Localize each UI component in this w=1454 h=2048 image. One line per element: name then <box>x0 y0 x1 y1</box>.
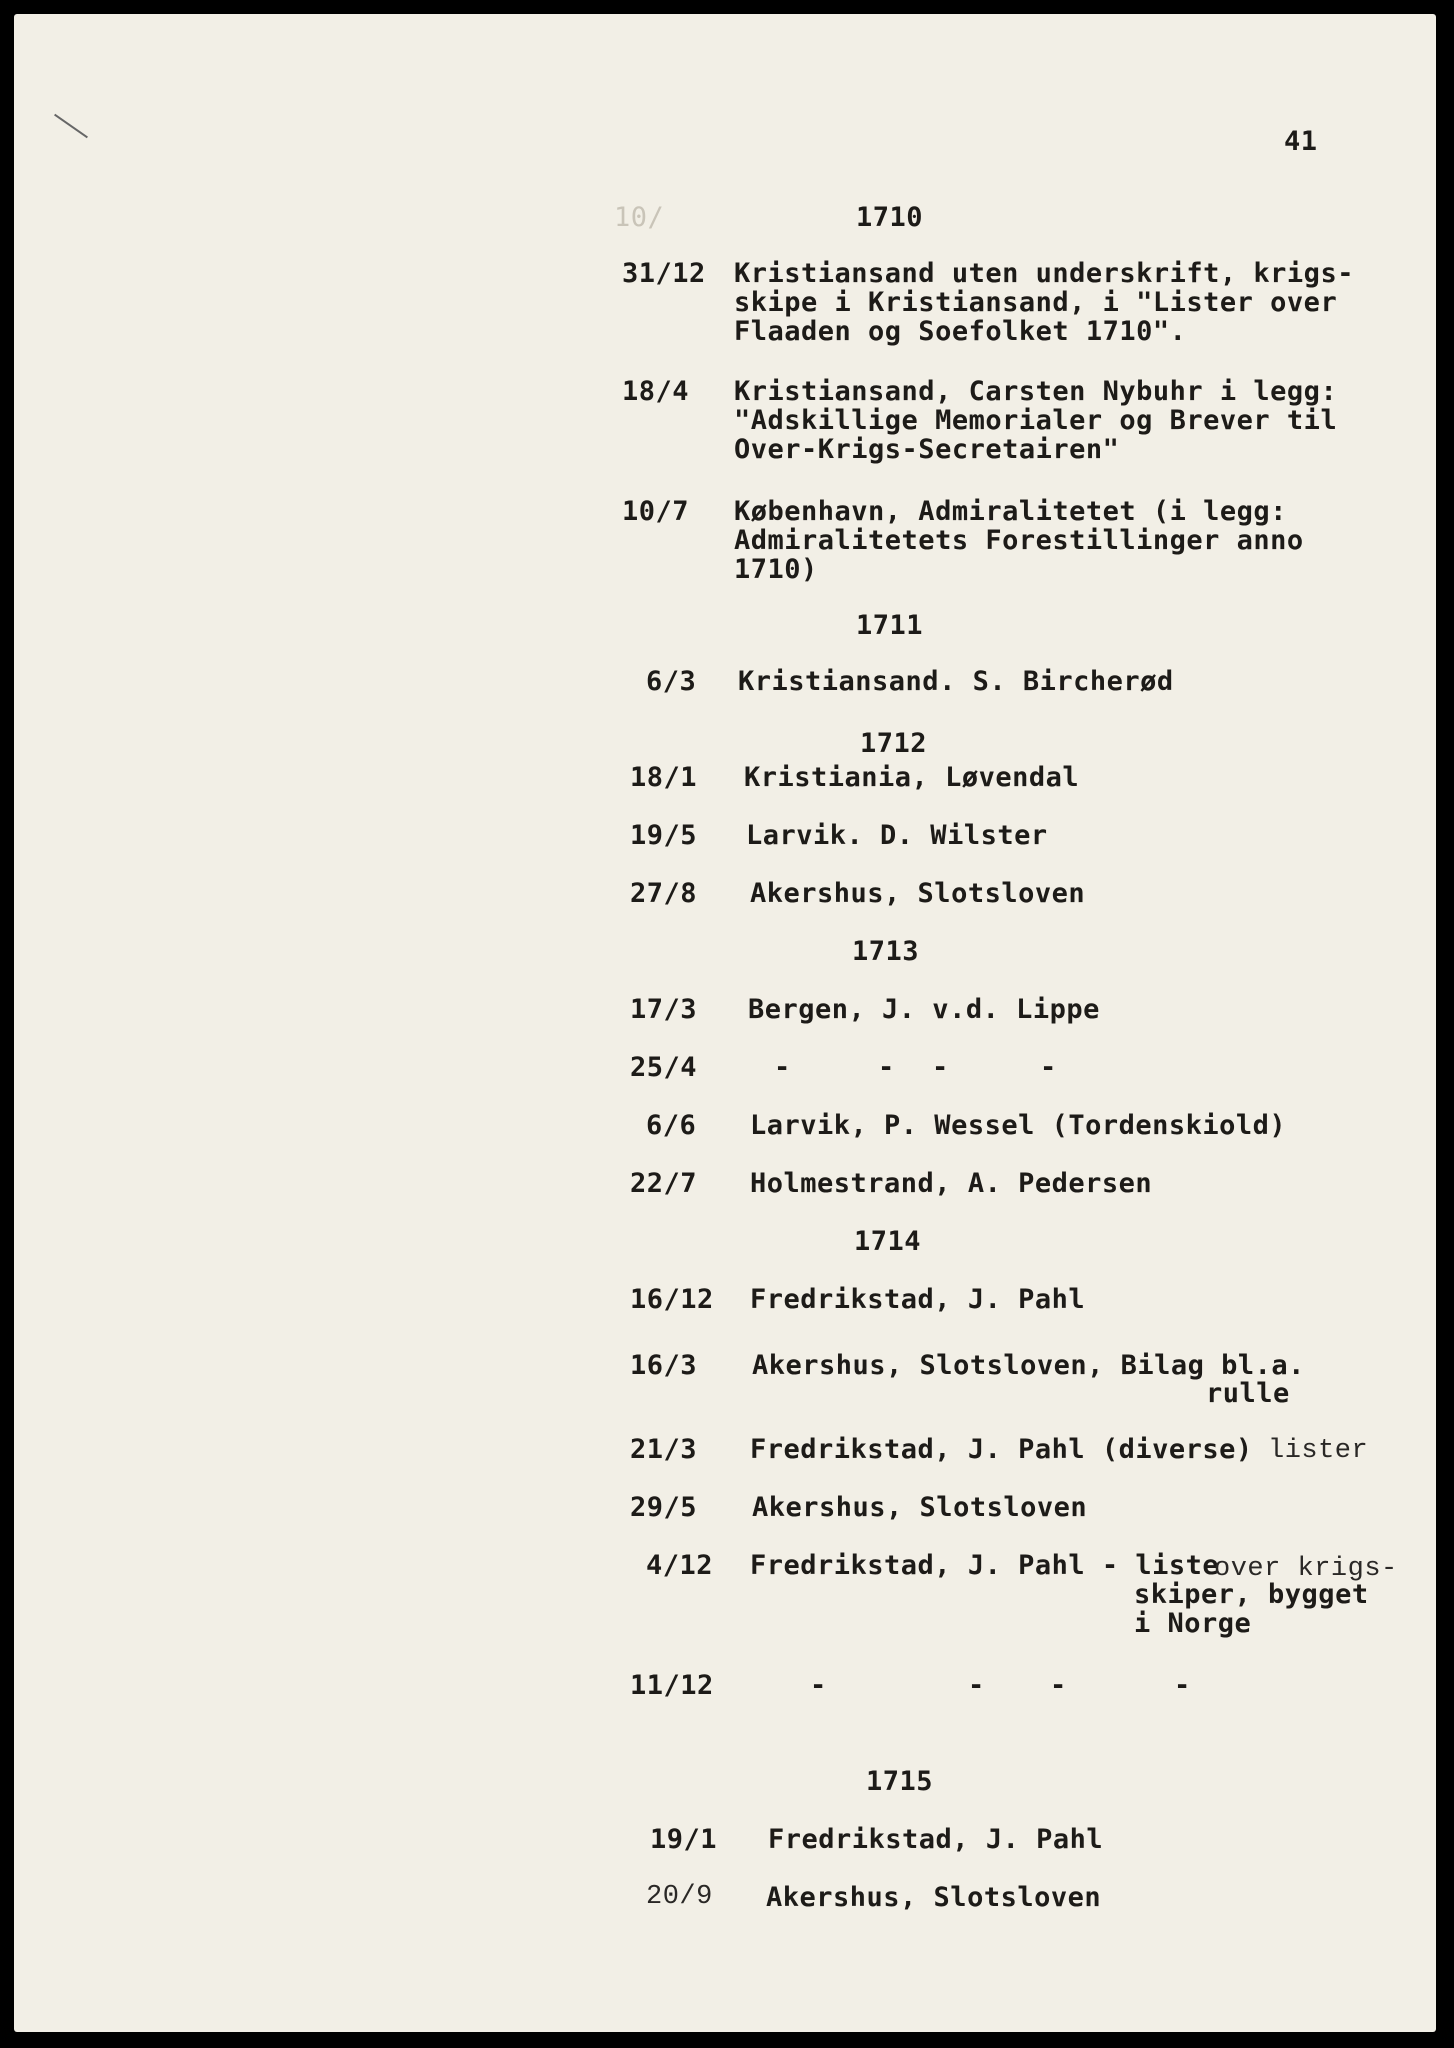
year-heading-1713: 1713 <box>852 936 920 967</box>
entry-date: 29/5 <box>630 1492 698 1523</box>
entry-date: 4/12 <box>646 1550 714 1581</box>
entry-text-line: Kristiania, Løvendal <box>744 762 1080 793</box>
year-heading-1710: 1710 <box>856 202 924 233</box>
entry-date: 19/5 <box>630 820 698 851</box>
entry-date: 16/3 <box>630 1350 698 1381</box>
typed-note: lister <box>1268 1436 1369 1466</box>
entry-text-line: Akershus, Slotsloven, Bilag bl.a. <box>752 1350 1305 1381</box>
typed-note: over krigs- <box>1214 1554 1398 1584</box>
entry-text-line: Fredrikstad, J. Pahl - liste <box>750 1550 1220 1581</box>
entry-text-line: Fredrikstad, J. Pahl <box>750 1284 1086 1315</box>
entry-date: 6/3 <box>646 666 697 697</box>
entry-text-line: Kristiansand uten underskrift, krigs- <box>734 258 1354 289</box>
pen-stroke-mark <box>54 114 88 139</box>
entry-text-line: Admiralitetets Forestillinger anno <box>734 525 1304 556</box>
ditto-mark: - <box>774 1052 791 1083</box>
ditto-mark: - <box>1050 1670 1067 1701</box>
entry-date: 16/12 <box>630 1284 714 1315</box>
entry-text-line: skipe i Kristiansand, i "Lister over <box>734 287 1338 318</box>
entry-date: 19/1 <box>650 1824 718 1855</box>
entry-text-line: Larvik. D. Wilster <box>746 820 1048 851</box>
ditto-mark: - <box>878 1052 895 1083</box>
year-heading-1712: 1712 <box>860 728 928 759</box>
ditto-mark: - <box>932 1052 949 1083</box>
ditto-mark: - <box>810 1670 827 1701</box>
entry-text-line: Fredrikstad, J. Pahl <box>768 1824 1104 1855</box>
entry-date: 27/8 <box>630 878 698 909</box>
entry-date: 6/6 <box>646 1110 697 1141</box>
entry-date: 31/12 <box>622 258 706 289</box>
entry-text-line: Kristiansand. S. Bircherød <box>738 666 1174 697</box>
entry-text-line: Akershus, Slotsloven <box>766 1882 1102 1913</box>
entry-date: 11/12 <box>630 1670 714 1701</box>
entry-text-line: København, Admiralitetet (i legg: <box>734 496 1287 527</box>
year-heading-1714: 1714 <box>854 1226 922 1257</box>
entry-text-line: i Norge <box>1134 1608 1252 1639</box>
ditto-mark: - <box>968 1670 985 1701</box>
entry-text-line: rulle <box>1206 1378 1290 1409</box>
entry-date: 18/1 <box>630 762 698 793</box>
entry-date: 17/3 <box>630 994 698 1025</box>
entry-text-line: Holmestrand, A. Pedersen <box>750 1168 1153 1199</box>
entry-date: 10/7 <box>622 496 690 527</box>
entry-text-line: Larvik, P. Wessel (Tordenskiold) <box>750 1110 1287 1141</box>
entry-text-line: Fredrikstad, J. Pahl (diverse) <box>750 1434 1253 1465</box>
year-heading-1711: 1711 <box>856 610 924 641</box>
document-page <box>14 14 1436 2032</box>
entry-date: 21/3 <box>630 1434 698 1465</box>
faint-mark: 10/ <box>614 202 665 233</box>
entry-text-line: Bergen, J. v.d. Lippe <box>748 994 1100 1025</box>
entry-text-line: "Adskillige Memorialer og Brever til <box>734 405 1338 436</box>
entry-date: 25/4 <box>630 1052 698 1083</box>
entry-text-line: Flaaden og Soefolket 1710". <box>734 316 1187 347</box>
entry-date: 20/9 <box>646 1882 713 1912</box>
page-number: 41 <box>1284 126 1318 157</box>
entry-date: 22/7 <box>630 1168 698 1199</box>
entry-text-line: Akershus, Slotsloven <box>752 1492 1088 1523</box>
entry-text-line: skiper, bygget <box>1134 1579 1369 1610</box>
ditto-mark: - <box>1174 1670 1191 1701</box>
entry-text-line: Kristiansand, Carsten Nybuhr i legg: <box>734 376 1338 407</box>
entry-text-line: 1710) <box>734 554 818 585</box>
year-heading-1715: 1715 <box>866 1766 934 1797</box>
entry-text-line: Over-Krigs-Secretairen" <box>734 434 1120 465</box>
entry-date: 18/4 <box>622 376 690 407</box>
ditto-mark: - <box>1040 1052 1057 1083</box>
entry-text-line: Akershus, Slotsloven <box>750 878 1086 909</box>
